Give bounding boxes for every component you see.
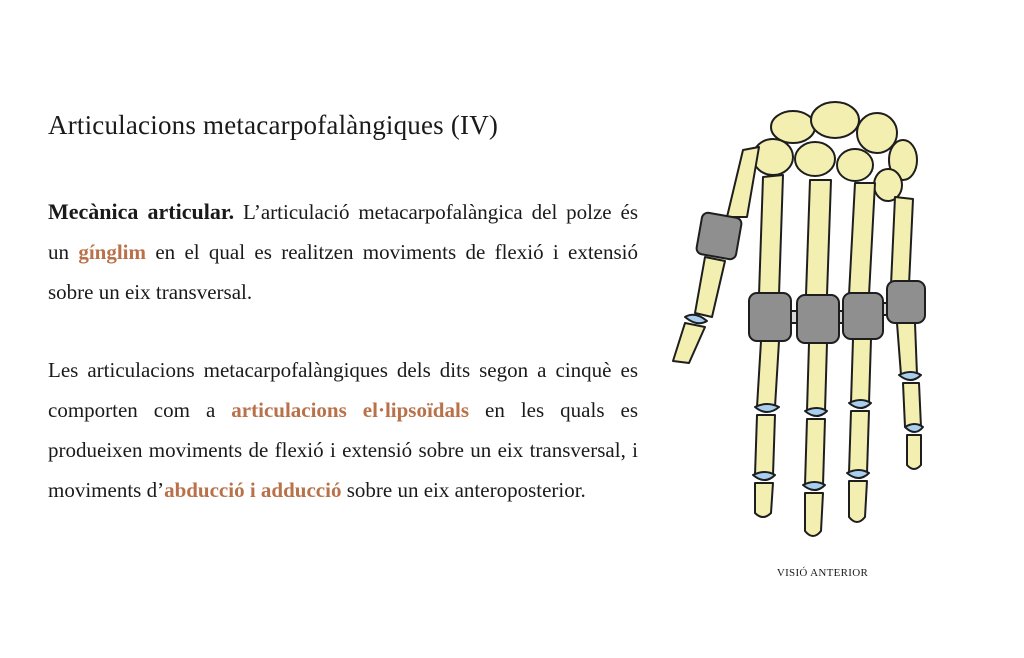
highlight-term-ginglim: gínglim xyxy=(78,240,147,264)
highlight-term-ellipsoid: articulacions el·lipsoïdals xyxy=(231,398,469,422)
lead-text: Mecànica articular. xyxy=(48,199,235,224)
text-segment: en les quals es produeixen moviments de flexió i extensió sobre un eix transversal, i moviments d’ xyxy=(48,398,638,502)
figure-caption: VISIÓ ANTERIOR xyxy=(776,567,869,579)
hand-skeleton-illustration xyxy=(655,85,955,555)
text-segment: Les articulacions metacarpofalàngiques dels dits segon a cinquè es comporten com a xyxy=(48,358,638,422)
paragraph-fingers xyxy=(48,350,638,510)
text-segment: L’articulació metacarpofalàngica del polze és un xyxy=(48,200,638,264)
hand-skeleton-figure xyxy=(655,85,955,555)
text-segment: sobre un eix anteroposterior. xyxy=(341,478,586,502)
highlight-term-abduction: abducció i adducció xyxy=(164,478,342,502)
paragraph-mechanics xyxy=(48,192,638,312)
text-segment: en el qual es realitzen moviments de flexió i extensió sobre un eix transversal. xyxy=(48,240,639,304)
page-title: Articulacions metacarpofalàngiques (IV) xyxy=(48,110,499,140)
